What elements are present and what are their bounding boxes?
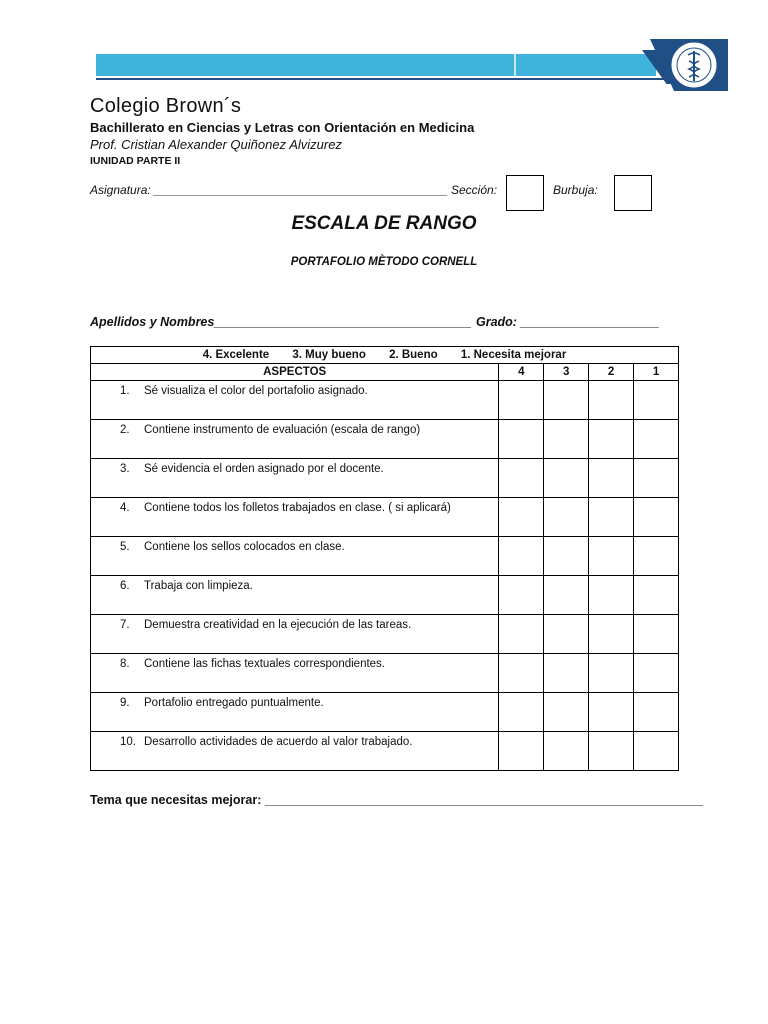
- table-row: [91, 459, 679, 498]
- score-cell[interactable]: [589, 576, 634, 615]
- scale-legend-row: [91, 347, 679, 364]
- score-header: 1: [634, 364, 679, 381]
- table-header-row: [91, 364, 679, 381]
- score-cell[interactable]: [589, 537, 634, 576]
- score-cell[interactable]: [544, 693, 589, 732]
- aspect-number: 4.: [120, 502, 130, 514]
- burbuja-label: Burbuja:: [553, 183, 598, 197]
- score-cell[interactable]: [634, 732, 679, 771]
- aspect-text: Contiene los sellos colocados en clase.: [144, 541, 345, 553]
- aspect-cell: [91, 459, 499, 498]
- aspect-cell: [91, 381, 499, 420]
- school-logo: [644, 37, 728, 93]
- aspect-text: Portafolio entregado puntualmente.: [144, 697, 324, 709]
- score-header: 3: [544, 364, 589, 381]
- score-cell[interactable]: [589, 459, 634, 498]
- aspect-text: Sé evidencia el orden asignado por el docente.: [144, 463, 384, 475]
- aspect-cell: [91, 693, 499, 732]
- score-header: 2: [589, 364, 634, 381]
- aspect-number: 8.: [120, 658, 130, 670]
- aspect-cell: [91, 498, 499, 537]
- table-row: [91, 498, 679, 537]
- score-cell[interactable]: [634, 693, 679, 732]
- nombres-field[interactable]: Apellidos y Nombres_____________________________________: [90, 315, 472, 329]
- burbuja-box[interactable]: [614, 175, 652, 211]
- aspect-cell: [91, 732, 499, 771]
- aspect-text: Contiene todos los folletos trabajados en clase. ( si aplicará): [144, 502, 451, 514]
- page-title: ESCALA DE RANGO: [291, 213, 477, 234]
- score-cell[interactable]: [499, 732, 544, 771]
- aspect-cell: [91, 420, 499, 459]
- banner-seam: [514, 54, 516, 76]
- aspect-cell: [91, 615, 499, 654]
- aspect-number: 6.: [120, 580, 130, 592]
- score-cell[interactable]: [589, 615, 634, 654]
- score-cell[interactable]: [499, 498, 544, 537]
- scale-item: 1. Necesita mejorar: [460, 349, 567, 361]
- banner-underline: [96, 78, 676, 80]
- asignatura-field[interactable]: Asignatura: ____________________________________________: [90, 183, 448, 197]
- aspect-number: 5.: [120, 541, 130, 553]
- aspect-number: 1.: [120, 385, 130, 397]
- score-cell[interactable]: [544, 420, 589, 459]
- score-cell[interactable]: [634, 576, 679, 615]
- aspect-text: Sé visualiza el color del portafolio asignado.: [144, 385, 368, 397]
- score-cell[interactable]: [634, 381, 679, 420]
- aspect-number: 7.: [120, 619, 130, 631]
- aspect-number: 9.: [120, 697, 130, 709]
- score-cell[interactable]: [634, 654, 679, 693]
- score-cell[interactable]: [589, 381, 634, 420]
- aspect-cell: [91, 576, 499, 615]
- aspect-text: Desarrollo actividades de acuerdo al valor trabajado.: [144, 736, 413, 748]
- score-cell[interactable]: [589, 693, 634, 732]
- aspect-header: ASPECTOS: [91, 364, 499, 381]
- score-cell[interactable]: [499, 420, 544, 459]
- school-name: Colegio Brown´s: [90, 95, 242, 117]
- header-banner: [96, 50, 696, 84]
- aspect-text: Contiene las fichas textuales correspondientes.: [144, 658, 386, 670]
- score-cell[interactable]: [634, 498, 679, 537]
- aspect-number: 2.: [120, 424, 130, 436]
- table-row: [91, 615, 679, 654]
- scale-item: 4. Excelente: [202, 349, 270, 361]
- score-cell[interactable]: [589, 420, 634, 459]
- aspect-text: Demuestra creatividad en la ejecución de las tareas.: [144, 619, 412, 631]
- score-cell[interactable]: [634, 459, 679, 498]
- aspect-cell: [91, 537, 499, 576]
- aspect-number: 10.: [120, 736, 136, 748]
- seccion-box[interactable]: [506, 175, 544, 211]
- score-cell[interactable]: [499, 615, 544, 654]
- score-cell[interactable]: [544, 381, 589, 420]
- banner-bar: [96, 54, 656, 76]
- table-row: [91, 537, 679, 576]
- score-cell[interactable]: [544, 654, 589, 693]
- score-cell[interactable]: [589, 732, 634, 771]
- scale-item: 2. Bueno: [389, 349, 438, 361]
- teacher-name: Prof. Cristian Alexander Quiñonez Alvizurez: [90, 137, 342, 152]
- program-name: Bachillerato en Ciencias y Letras con Orientación en Medicina: [90, 120, 475, 135]
- score-cell[interactable]: [634, 420, 679, 459]
- score-cell[interactable]: [589, 654, 634, 693]
- score-cell[interactable]: [499, 576, 544, 615]
- page-subtitle: PORTAFOLIO MÈTODO CORNELL: [290, 256, 478, 268]
- score-cell[interactable]: [499, 654, 544, 693]
- score-cell[interactable]: [544, 732, 589, 771]
- score-cell[interactable]: [544, 576, 589, 615]
- score-header: 4: [499, 364, 544, 381]
- table-row: [91, 420, 679, 459]
- unit-label: IUNIDAD PARTE II: [90, 155, 181, 167]
- score-cell[interactable]: [634, 615, 679, 654]
- table-row: [91, 381, 679, 420]
- score-cell[interactable]: [544, 459, 589, 498]
- aspect-number: 3.: [120, 463, 130, 475]
- aspect-cell: [91, 654, 499, 693]
- score-cell[interactable]: [544, 615, 589, 654]
- rubric-table: [90, 346, 679, 771]
- aspect-text: Contiene instrumento de evaluación (escala de rango): [144, 424, 421, 436]
- table-row: [91, 654, 679, 693]
- scale-item: 3. Muy bueno: [292, 349, 366, 361]
- score-cell[interactable]: [634, 537, 679, 576]
- score-cell[interactable]: [544, 537, 589, 576]
- tema-field[interactable]: Tema que necesitas mejorar: _______________________________________________________________: [90, 793, 703, 807]
- score-cell[interactable]: [499, 537, 544, 576]
- table-row: [91, 732, 679, 771]
- score-cell[interactable]: [499, 381, 544, 420]
- score-cell[interactable]: [499, 459, 544, 498]
- score-cell[interactable]: [499, 693, 544, 732]
- table-row: [91, 576, 679, 615]
- aspect-text: Trabaja con limpieza.: [144, 580, 253, 592]
- score-cell[interactable]: [589, 498, 634, 537]
- score-cell[interactable]: [544, 498, 589, 537]
- grado-field[interactable]: Grado: ____________________: [476, 315, 660, 329]
- seccion-label: Sección:: [451, 183, 498, 197]
- table-row: [91, 693, 679, 732]
